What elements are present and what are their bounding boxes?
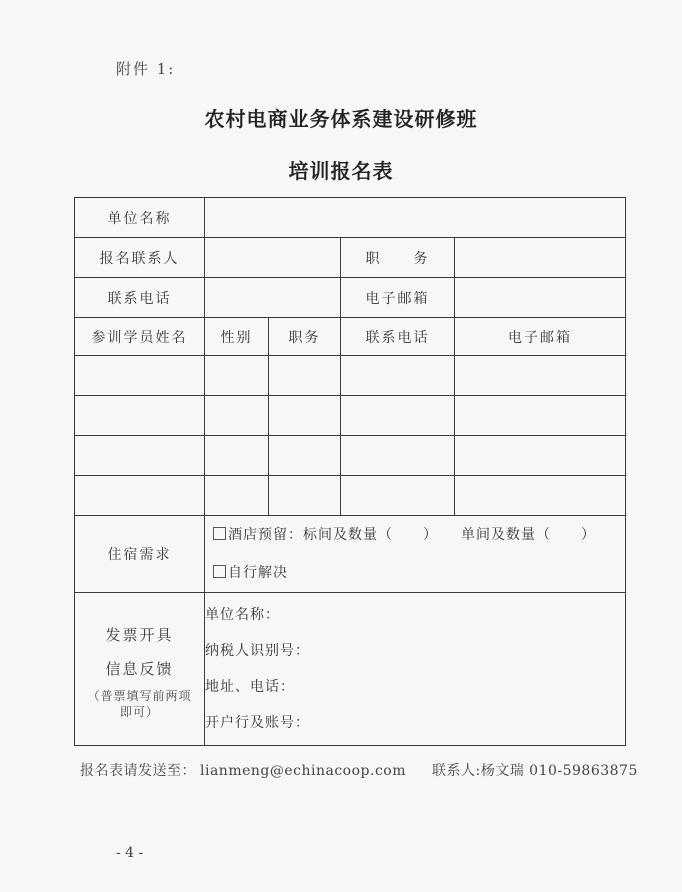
trainee-gender-cell[interactable] — [205, 396, 269, 436]
column-header-position: 职务 — [269, 318, 341, 356]
trainee-row — [75, 436, 626, 476]
position-field[interactable] — [455, 238, 626, 278]
trainee-position-cell[interactable] — [269, 436, 341, 476]
email-field[interactable] — [455, 278, 626, 318]
trainee-position-cell[interactable] — [269, 356, 341, 396]
position-label: 职 务 — [341, 238, 455, 278]
contact-person: 联系人:杨文瑞 010-59863875 — [432, 763, 638, 779]
invoice-note: （普票填写前两项即可） — [87, 689, 192, 719]
trainee-phone-cell[interactable] — [341, 396, 455, 436]
trainee-gender-cell[interactable] — [205, 436, 269, 476]
phone-label: 联系电话 — [75, 278, 205, 318]
trainee-gender-cell[interactable] — [205, 356, 269, 396]
attachment-label: 附件 1: — [116, 60, 176, 78]
phone-row — [75, 278, 626, 318]
lodging-row — [75, 516, 626, 593]
page-number: - 4 - — [116, 845, 144, 861]
trainee-row — [75, 476, 626, 516]
column-header-gender: 性别 — [205, 318, 269, 356]
trainee-email-cell[interactable] — [455, 356, 626, 396]
trainee-email-cell[interactable] — [455, 396, 626, 436]
invoice-unit-name-field[interactable]: 单位名称： — [205, 607, 280, 623]
registration-form — [74, 197, 626, 746]
hotel-option[interactable] — [213, 516, 625, 554]
self-arrange-checkbox[interactable] — [213, 565, 226, 578]
trainee-gender-cell[interactable] — [205, 476, 269, 516]
trainee-name-cell[interactable] — [75, 436, 205, 476]
invoice-fields — [205, 593, 626, 746]
trainee-row — [75, 396, 626, 436]
phone-field[interactable] — [205, 278, 341, 318]
contact-person-label: 报名联系人 — [75, 238, 205, 278]
lodging-options — [205, 516, 626, 593]
invoice-label-line2: 信息反馈 — [105, 660, 174, 678]
hotel-option-label: 酒店预留：标间及数量（ ） 单间及数量（ ） — [228, 527, 596, 543]
send-to-label: 报名表请发送至： — [80, 763, 196, 779]
invoice-tax-id-field[interactable]: 纳税人识别号： — [205, 643, 310, 659]
trainee-phone-cell[interactable] — [341, 436, 455, 476]
unit-name-field[interactable] — [205, 198, 626, 238]
invoice-label-cell — [75, 593, 205, 746]
unit-name-row — [75, 198, 626, 238]
trainee-name-cell[interactable] — [75, 476, 205, 516]
email-label: 电子邮箱 — [341, 278, 455, 318]
column-header-name: 参训学员姓名 — [75, 318, 205, 356]
column-header-email: 电子邮箱 — [455, 318, 626, 356]
invoice-address-phone-field[interactable]: 地址、电话： — [205, 679, 295, 695]
trainee-phone-cell[interactable] — [341, 476, 455, 516]
document-subtitle: 培训报名表 — [288, 159, 394, 183]
contact-person-field[interactable] — [205, 238, 341, 278]
invoice-bank-account-field[interactable]: 开户行及账号： — [205, 715, 310, 731]
self-arrange-label: 自行解决 — [228, 565, 288, 581]
trainee-name-cell[interactable] — [75, 396, 205, 436]
footer-note — [80, 760, 638, 780]
column-header-phone: 联系电话 — [341, 318, 455, 356]
trainee-email-cell[interactable] — [455, 476, 626, 516]
hotel-checkbox[interactable] — [213, 527, 226, 540]
self-arrange-option[interactable] — [213, 554, 625, 592]
trainee-email-cell[interactable] — [455, 436, 626, 476]
trainee-row — [75, 356, 626, 396]
document-title: 农村电商业务体系建设研修班 — [204, 107, 478, 131]
contact-person-row — [75, 238, 626, 278]
unit-name-label: 单位名称 — [75, 198, 205, 238]
contact-email: lianmeng@echinacoop.com — [200, 763, 406, 779]
trainee-header-row — [75, 318, 626, 356]
lodging-label: 住宿需求 — [75, 516, 205, 593]
invoice-row — [75, 593, 626, 746]
trainee-phone-cell[interactable] — [341, 356, 455, 396]
trainee-position-cell[interactable] — [269, 476, 341, 516]
trainee-position-cell[interactable] — [269, 396, 341, 436]
invoice-label-line1: 发票开具 — [105, 626, 174, 644]
trainee-name-cell[interactable] — [75, 356, 205, 396]
